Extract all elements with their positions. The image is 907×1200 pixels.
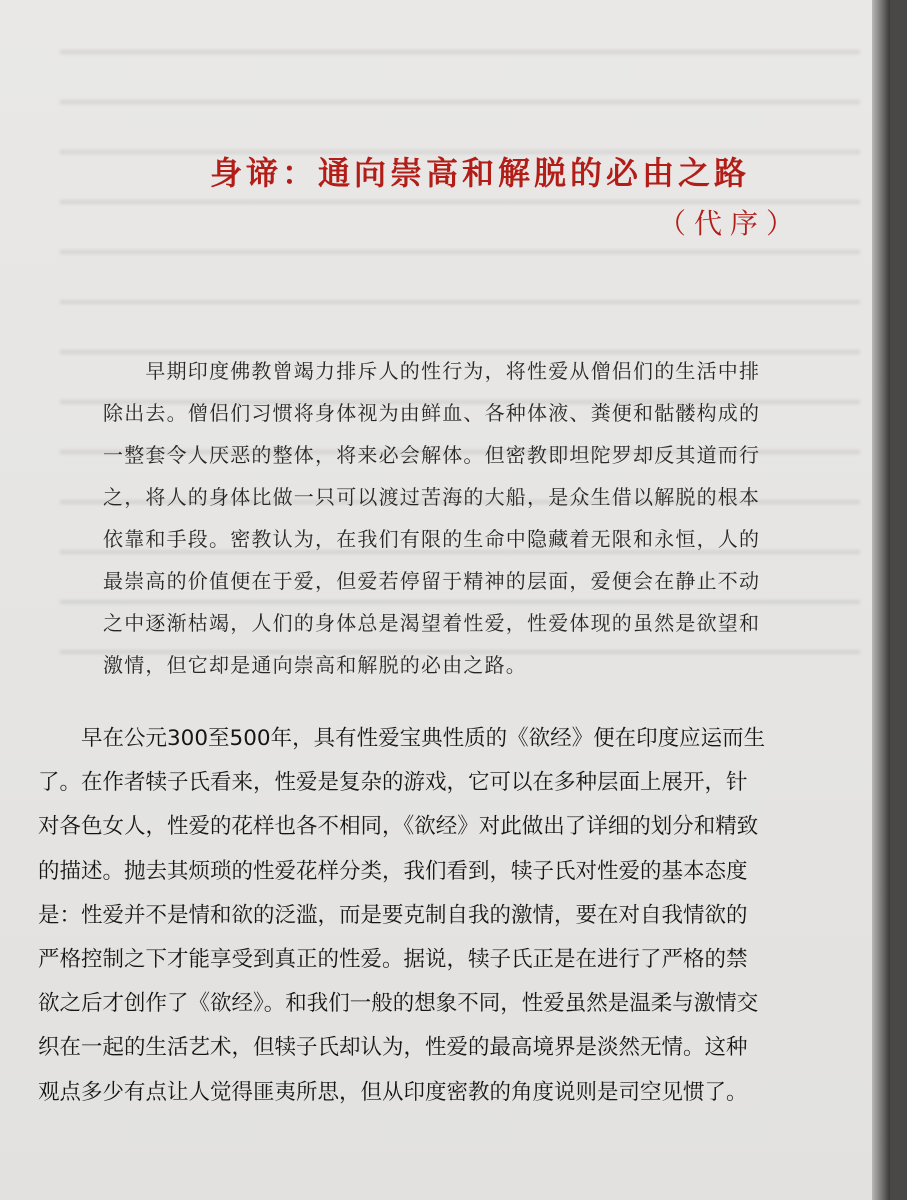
preface-abstract xyxy=(103,350,793,686)
body-line: 严格控制之下才能享受到真正的性爱。据说，犊子氏正是在进行了严格的禁 xyxy=(38,947,748,973)
abstract-line: 之，将人的身体比做一只可以渡过苦海的大船，是众生借以解脱的根本 xyxy=(103,485,761,509)
abstract-line: 激情，但它却是通向崇高和解脱的必由之路。 xyxy=(103,653,527,677)
chapter-subtitle: （代序） xyxy=(658,207,803,240)
body-line: 是：性爱并不是情和欲的泛滥，而是要克制自我的激情，要在对自我情欲的 xyxy=(38,902,748,928)
abstract-line: 之中逐渐枯竭，人们的身体总是渴望着性爱，性爱体现的虽然是欲望和 xyxy=(103,611,761,635)
abstract-line: 依靠和手段。密教认为，在我们有限的生命中隐藏着无限和永恒，人的 xyxy=(103,527,761,551)
body-line: 早在公元300至500年，具有性爱宝典性质的《欲经》便在印度应运而生 xyxy=(38,726,766,751)
body-line: 对各色女人，性爱的花样也各不相同，《欲经》对此做出了详细的划分和精致 xyxy=(38,814,759,840)
abstract-line: 一整套令人厌恶的整体，将来必会解体。但密教即坦陀罗却反其道而行 xyxy=(103,443,761,467)
body-paragraph xyxy=(38,717,838,1115)
body-line: 观点多少有点让人觉得匪夷所思，但从印度密教的角度说则是司空见惯了。 xyxy=(38,1079,748,1105)
chapter-title: 身谛：通向崇高和解脱的必由之路 xyxy=(210,154,751,192)
abstract-line: 最崇高的价值便在于爱，但爱若停留于精神的层面，爱便会在静止不动 xyxy=(103,569,761,593)
body-line: 欲之后才创作了《欲经》。和我们一般的想象不同，性爱虽然是温柔与激情交 xyxy=(38,991,759,1017)
title-block xyxy=(210,148,803,240)
abstract-line: 早期印度佛教曾竭力排斥人的性行为，将性爱从僧侣们的生活中排 xyxy=(103,359,761,383)
abstract-line: 除出去。僧侣们习惯将身体视为由鲜血、各种体液、粪便和骷髅构成的 xyxy=(103,401,761,425)
body-line: 的描述。抛去其烦琐的性爱花样分类，我们看到，犊子氏对性爱的基本态度 xyxy=(38,858,748,884)
page-edge-shadow xyxy=(872,0,890,1200)
body-line: 织在一起的生活艺术，但犊子氏却认为，性爱的最高境界是淡然无情。这种 xyxy=(38,1035,748,1061)
body-line: 了。在作者犊子氏看来，性爱是复杂的游戏，它可以在多种层面上展开，针 xyxy=(38,770,748,796)
